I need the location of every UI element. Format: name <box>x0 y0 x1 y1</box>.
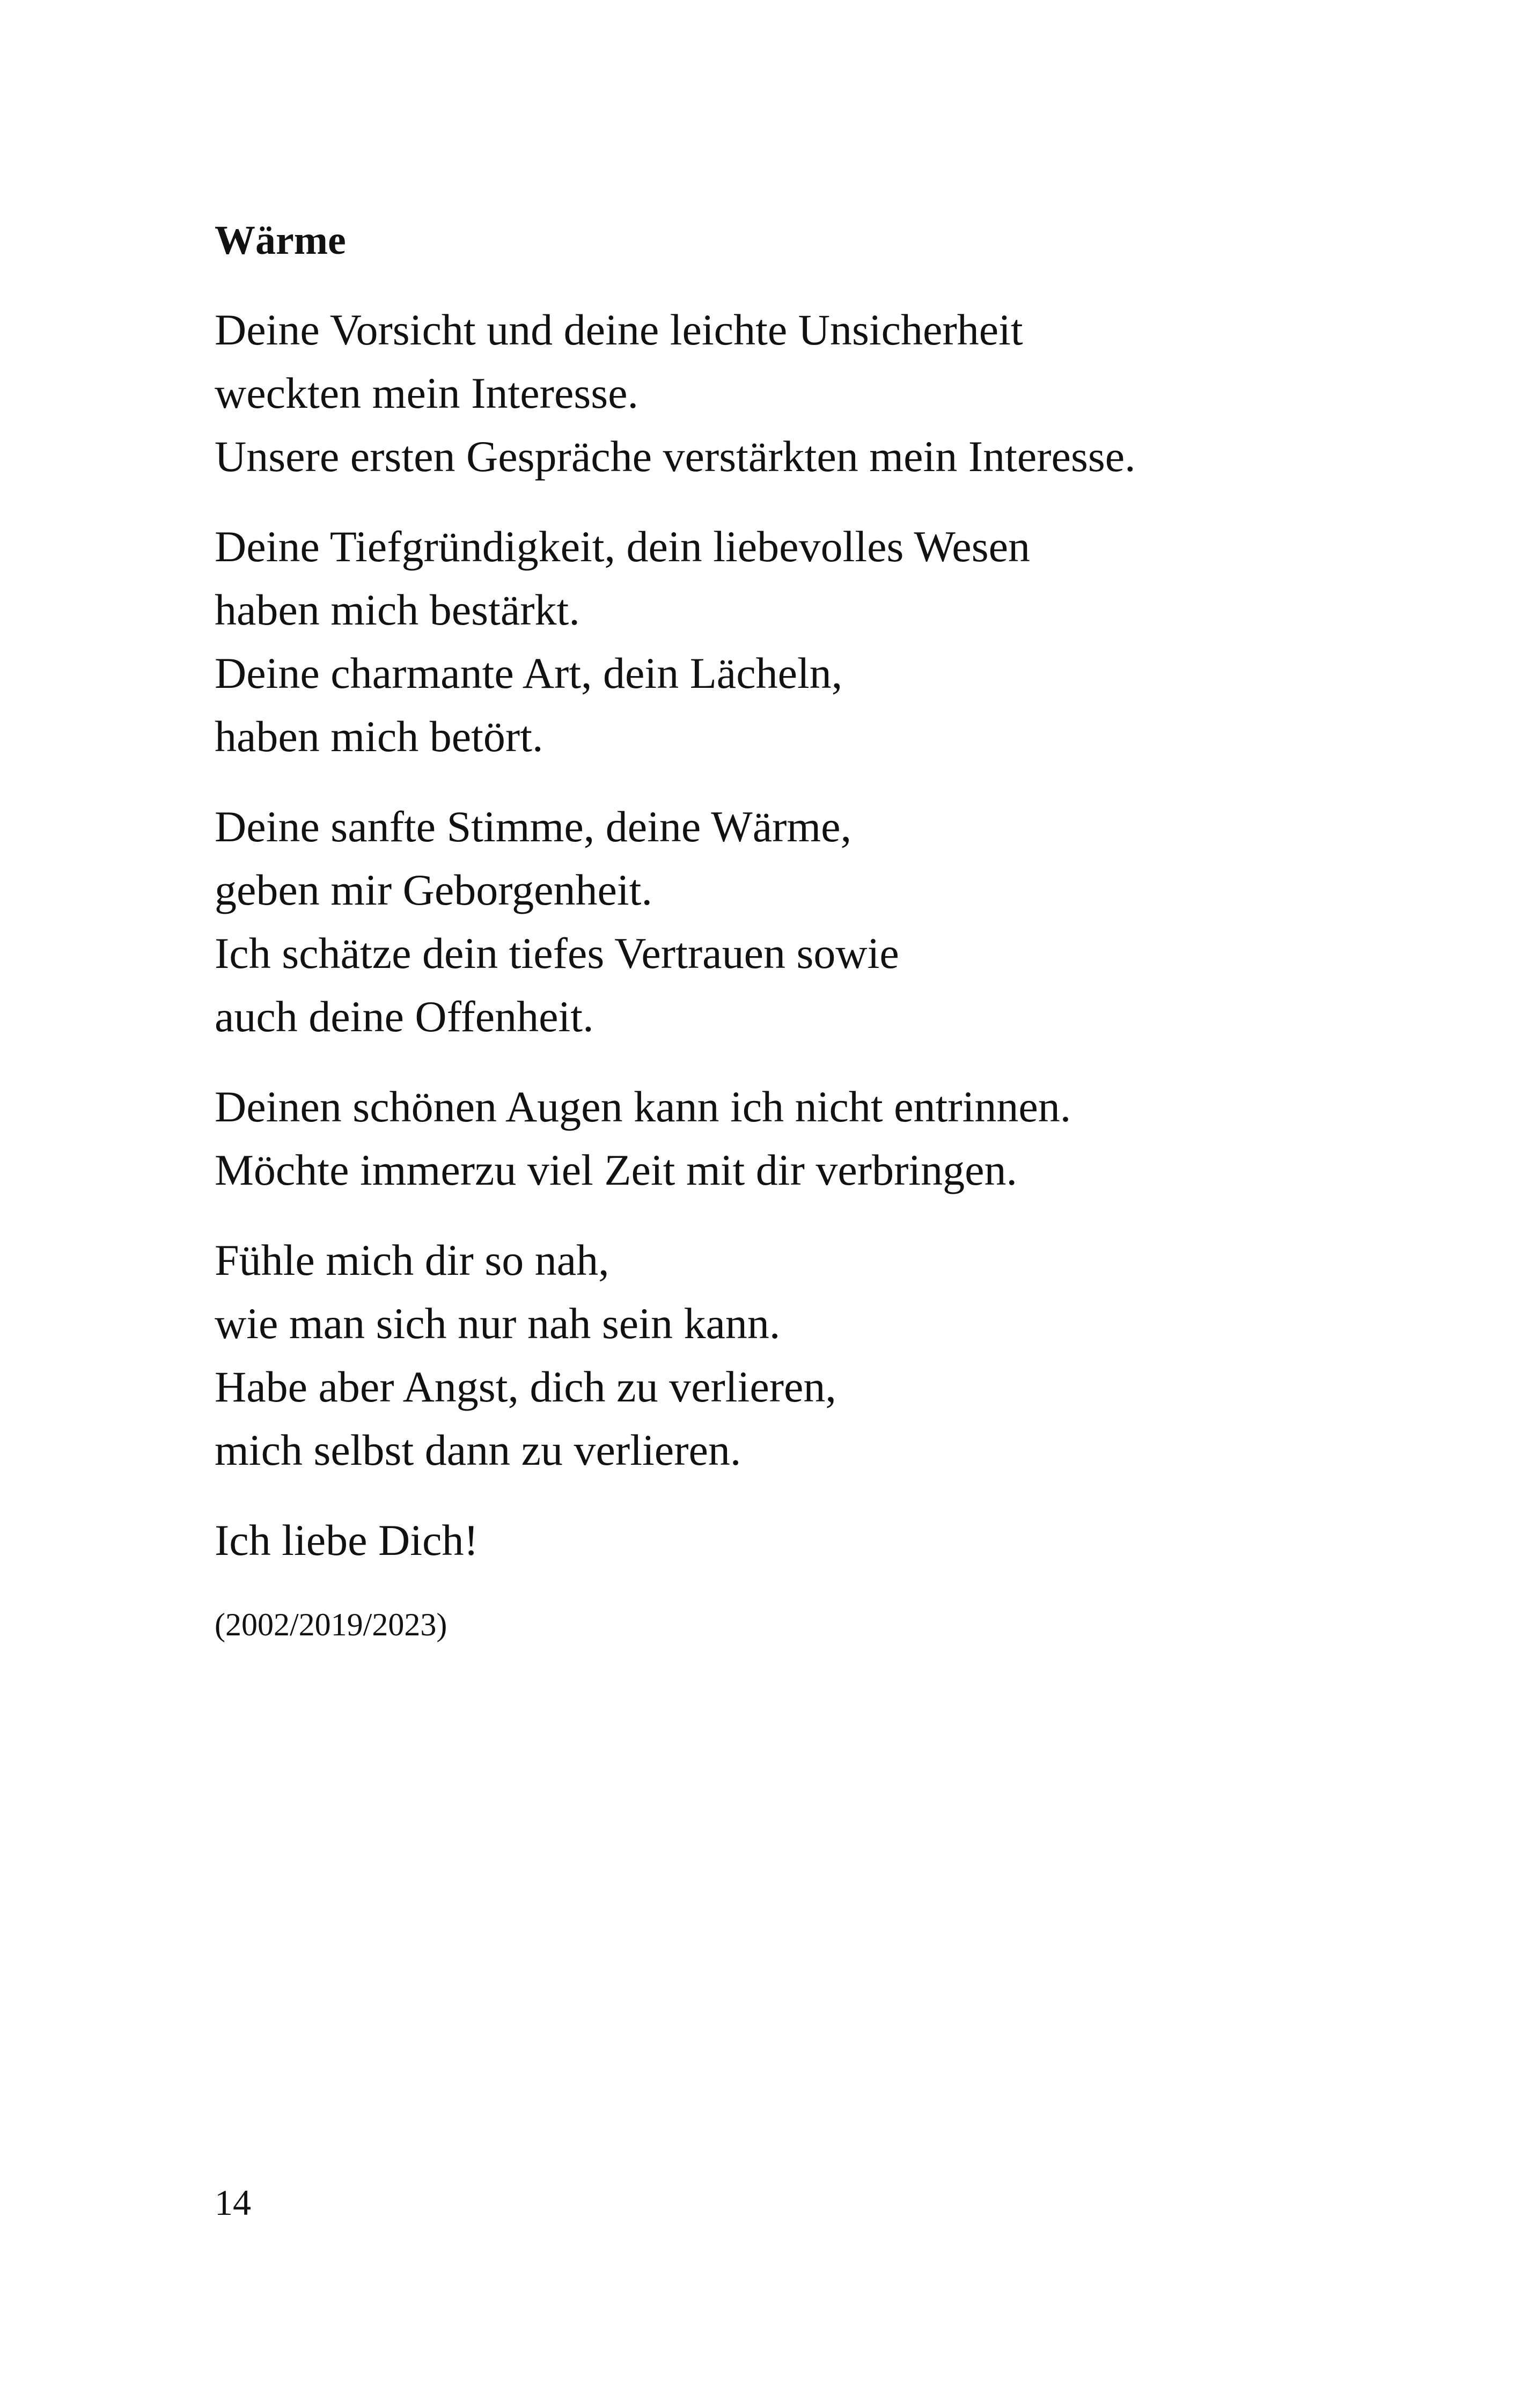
poem-line: Deine Tiefgründigkeit, dein liebevolles Wesen <box>215 522 1031 571</box>
poem-line: Möchte immerzu viel Zeit mit dir verbringen. <box>215 1146 1018 1194</box>
page-number: 14 <box>215 2182 251 2223</box>
stanza <box>215 1075 1341 1202</box>
stanza <box>215 1509 1341 1572</box>
poem-line: Ich liebe Dich! <box>215 1516 479 1565</box>
poem-line: Deinen schönen Augen kann ich nicht entrinnen. <box>215 1082 1071 1131</box>
stanza <box>215 1229 1341 1482</box>
stanza <box>215 515 1341 768</box>
stanza <box>215 795 1341 1048</box>
poem-line: Ich schätze dein tiefes Vertrauen sowie <box>215 929 899 978</box>
poem-line: Habe aber Angst, dich zu verlieren, <box>215 1362 836 1411</box>
poem-line: mich selbst dann zu verlieren. <box>215 1426 741 1474</box>
poem-line: Fühle mich dir so nah, <box>215 1236 609 1284</box>
poem-line: Deine Vorsicht und deine leichte Unsicherheit <box>215 305 1023 354</box>
poem-line: Deine charmante Art, dein Lächeln, <box>215 649 843 698</box>
poem-line: Deine sanfte Stimme, deine Wärme, <box>215 802 852 851</box>
poem-line: auch deine Offenheit. <box>215 992 594 1041</box>
poem-line: haben mich bestärkt. <box>215 585 580 634</box>
poem-line: haben mich betört. <box>215 712 543 761</box>
poem-line: weckten mein Interesse. <box>215 369 639 417</box>
poem-line: geben mir Geborgenheit. <box>215 865 652 914</box>
poem-dates: (2002/2019/2023) <box>215 1607 447 1642</box>
poem-title: Wärme <box>215 218 346 263</box>
poem-line: Unsere ersten Gespräche verstärkten mein Interesse. <box>215 432 1136 481</box>
stanza <box>215 298 1341 488</box>
poem-line: wie man sich nur nah sein kann. <box>215 1299 781 1348</box>
poem-body <box>215 298 1341 1599</box>
